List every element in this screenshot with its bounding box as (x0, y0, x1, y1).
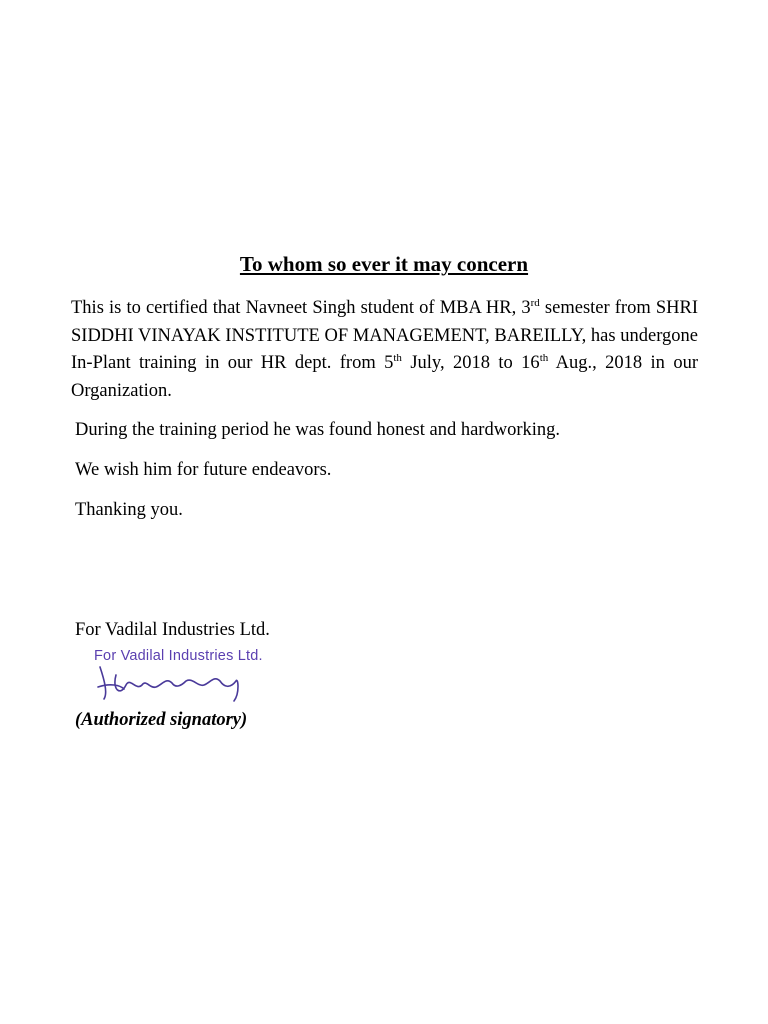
paragraph-text-1: This is to certified that Navneet Singh student of MBA HR, 3 (71, 298, 531, 318)
certificate-paragraph (71, 295, 698, 405)
paragraph-text-4: Aug., 2018 in our Organization. (71, 353, 698, 401)
wish-line: We wish him for future endeavors. (75, 460, 332, 480)
stamp-text: For Vadilal Industries Ltd. (94, 648, 263, 664)
superscript-th-1: th (393, 351, 402, 364)
training-remark: During the training period he was found honest and hardworking. (75, 420, 561, 440)
superscript-th-2: th (539, 351, 549, 364)
authorized-signatory: (Authorized signatory) (75, 710, 248, 730)
letter-heading: To whom so ever it may concern (239, 252, 529, 276)
signature-scribble (80, 645, 328, 705)
paragraph-text-2: semester from SHRI SIDDHI VINAYAK INSTITUTE OF MANAGEMENT, BAREILLY, has undergone In-Plant training in our HR dept. from 5 (71, 298, 698, 373)
thanking-line: Thanking you. (75, 500, 183, 520)
paragraph-text-3: July, 2018 to 16 (401, 353, 540, 373)
superscript-rd: rd (530, 296, 540, 309)
company-signoff: For Vadilal Industries Ltd. (75, 620, 270, 640)
company-stamp (80, 645, 328, 705)
